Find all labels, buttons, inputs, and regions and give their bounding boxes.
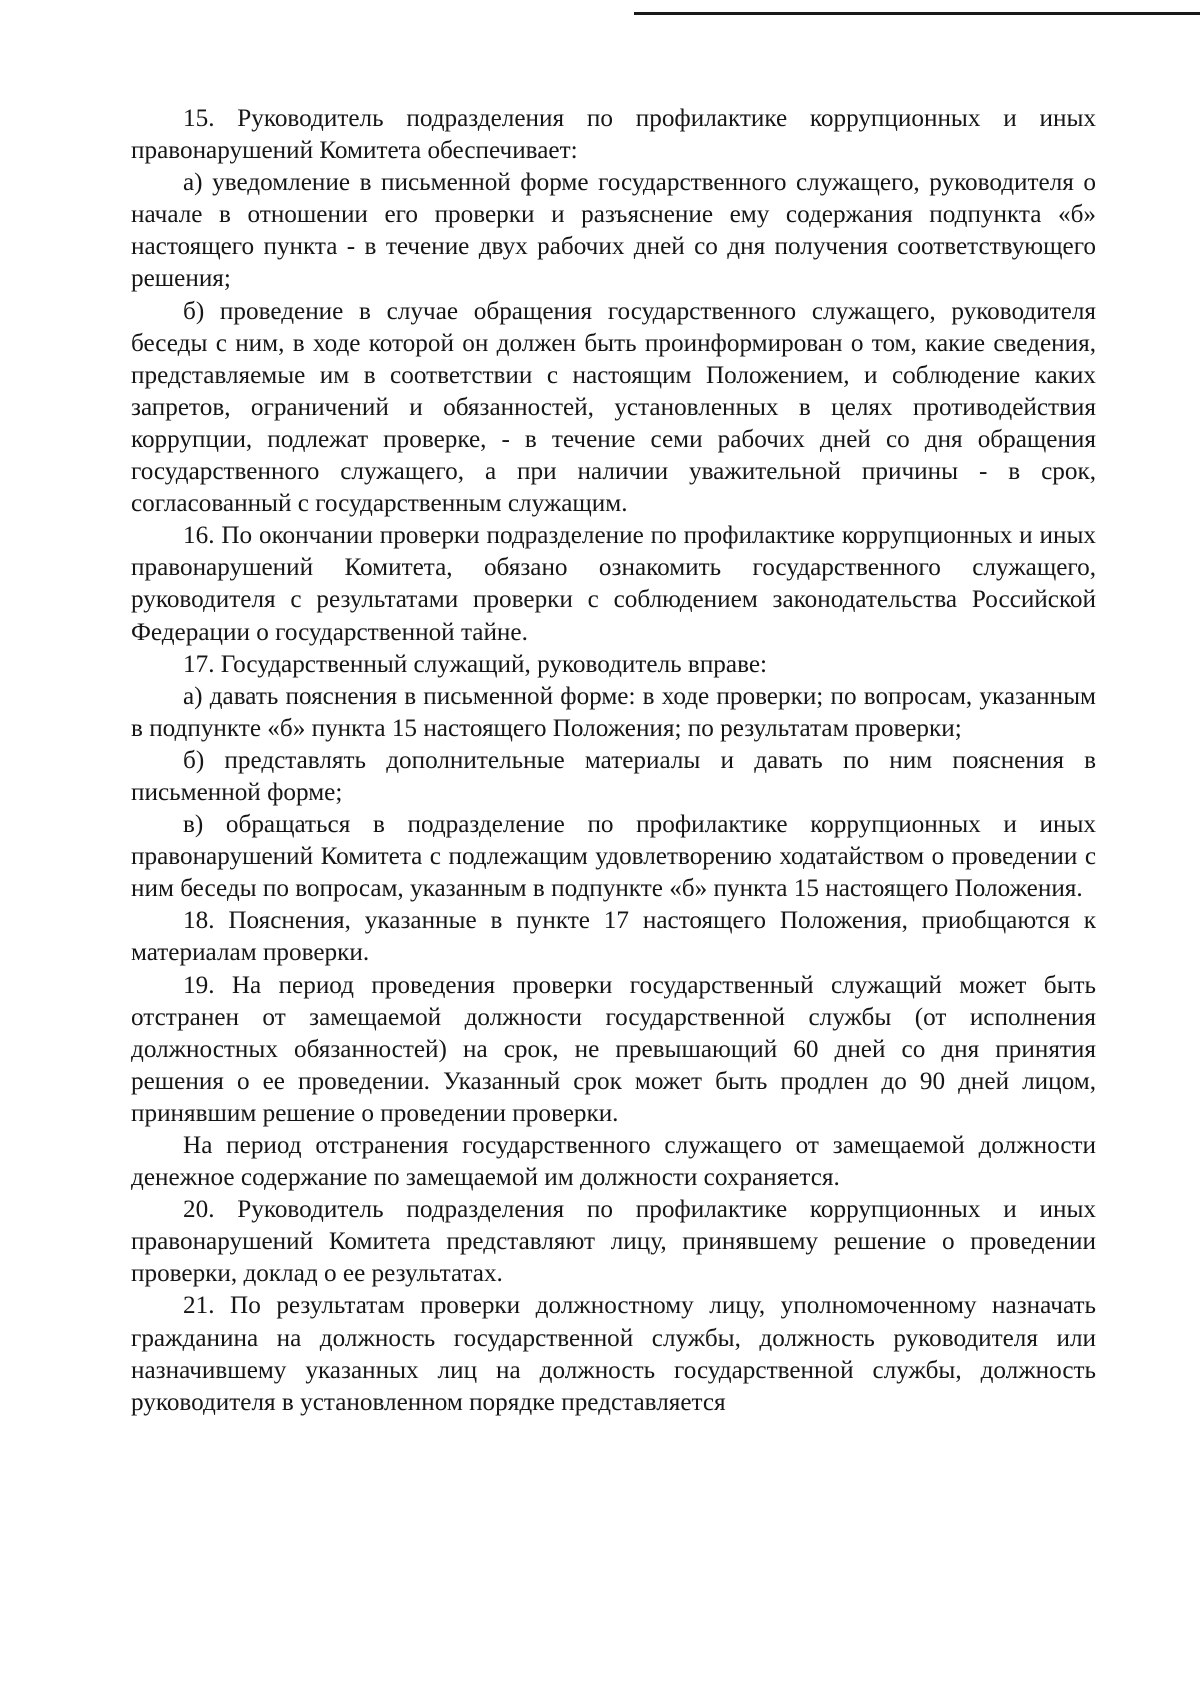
paragraph-19: 19. На период проведения проверки государственный служащий может быть отстранен от замещаемой должности государственной службы (от исполнения должностных обязанностей) на срок, не превышающий 60 дней со дня принятия решения о ее проведении. Указанный срок может быть продлен до 90 дней лицом, принявшим решение о проведении проверки.	[131, 971, 1096, 1127]
paragraph-17b: б) представлять дополнительные материалы и давать по ним пояснения в письменной форме;	[131, 746, 1096, 806]
paragraph-15a: а) уведомление в письменной форме государственного служащего, руководителя о начале в отношении его проверки и разъяснение ему содержания подпункта «б» настоящего пункта - в течение двух рабочих дней со дня получения соответствующего решения;	[131, 169, 1096, 293]
paragraph-15: 15. Руководитель подразделения по профилактике коррупционных и иных правонарушений Комитета обеспечивает:	[131, 105, 1096, 165]
paragraph-17v: в) обращаться в подразделение по профилактике коррупционных и иных правонарушений Комитета с подлежащим удовлетворению ходатайством о проведении с ним беседы по вопросам, указанным в подпункте «б» пункта 15 настоящего Положения.	[131, 811, 1096, 903]
paragraph-20: 20. Руководитель подразделения по профилактике коррупционных и иных правонарушений Комитета представляют лицу, принявшему решение о проведении проверки, доклад о ее результатах.	[131, 1196, 1096, 1288]
paragraph-21: 21. По результатам проверки должностному лицу, уполномоченному назначать гражданина на должность государственной службы, должность руководителя или назначившему указанных лиц на должность государственной службы, должность руководителя в установленном порядке представляется	[131, 1292, 1096, 1416]
paragraph-18: 18. Пояснения, указанные в пункте 17 настоящего Положения, приобщаются к материалам проверки.	[131, 907, 1096, 967]
paragraph-17: 17. Государственный служащий, руководитель вправе:	[183, 650, 767, 678]
document-body	[131, 103, 1096, 1419]
paragraph-17a: а) давать пояснения в письменной форме: в ходе проверки; по вопросам, указанным в подпункте «б» пункта 15 настоящего Положения; по результатам проверки;	[131, 682, 1096, 742]
paragraph-19-continued: На период отстранения государственного служащего от замещаемой должности денежное содержание по замещаемой им должности сохраняется.	[131, 1132, 1096, 1192]
paragraph-15b: б) проведение в случае обращения государственного служащего, руководителя беседы с ним, в ходе которой он должен быть проинформирован о том, какие сведения, представляемые им в соответствии с настоящим Положением, и соблюдение каких запретов, ограничений и обязанностей, установленных в целях противодействия коррупции, подлежат проверке, - в течение семи рабочих дней со дня обращения государственного служащего, а при наличии уважительной причины - в срок, согласованный с государственным служащим.	[131, 297, 1096, 518]
scan-edge-line	[634, 12, 1200, 15]
paragraph-16: 16. По окончании проверки подразделение по профилактике коррупционных и иных правонарушений Комитета, обязано ознакомить государственного служащего, руководителя с результатами проверки с соблюдением законодательства Российской Федерации о государственной тайне.	[131, 522, 1096, 646]
